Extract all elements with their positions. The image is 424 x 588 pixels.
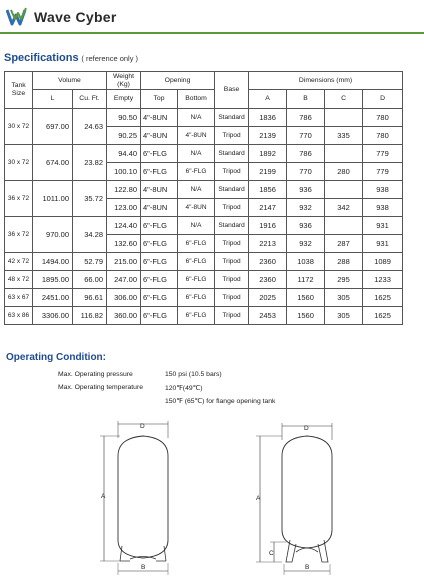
standard-base xyxy=(120,546,166,561)
cell-dim-c: 342 xyxy=(325,199,363,217)
cell-base: Tripod xyxy=(215,235,249,253)
cell-opening-bottom: 6"-FLG xyxy=(178,271,215,289)
tank-body xyxy=(282,436,332,548)
cell-tank-size: 36 x 72 xyxy=(5,181,33,217)
max-pressure-label: Max. Operating pressure xyxy=(58,371,133,378)
tripod-tank-diagram xyxy=(252,420,372,585)
wave-logo-icon xyxy=(6,7,30,27)
cell-opening-top: 6"-FLG xyxy=(141,307,178,325)
cell-dim-c: 288 xyxy=(325,253,363,271)
max-temperature-label: Max. Operating temperature xyxy=(58,384,144,391)
cell-dim-d: 780 xyxy=(363,109,403,127)
cell-weight: 94.40 xyxy=(107,145,141,163)
cell-volume-l: 697.00 xyxy=(33,109,73,145)
cell-opening-bottom: N/A xyxy=(178,145,215,163)
cell-tank-size: 36 x 72 xyxy=(5,217,33,253)
cell-volume-l: 3306.00 xyxy=(33,307,73,325)
cell-dim-b: 932 xyxy=(287,199,325,217)
header-dim-c: C xyxy=(325,90,363,109)
brand-name: Wave Cyber xyxy=(34,9,117,25)
cell-opening-top: 6"-FLG xyxy=(141,217,178,235)
cell-weight: 247.00 xyxy=(107,271,141,289)
cell-opening-bottom: 4"-8UN xyxy=(178,127,215,145)
cell-volume-cuft: 116.82 xyxy=(73,307,107,325)
header-dimensions: Dimensions (mm) xyxy=(249,72,403,90)
cell-base: Tripod xyxy=(215,127,249,145)
cell-tank-size: 30 x 72 xyxy=(5,109,33,145)
dim-c-label: C xyxy=(269,550,274,557)
cell-weight: 132.60 xyxy=(107,235,141,253)
cell-dim-a: 1916 xyxy=(249,217,287,235)
cell-dim-d: 931 xyxy=(363,235,403,253)
cell-weight: 306.00 xyxy=(107,289,141,307)
cell-dim-a: 2025 xyxy=(249,289,287,307)
header-volume-l: L xyxy=(33,90,73,109)
cell-dim-b: 770 xyxy=(287,127,325,145)
cell-dim-a: 1892 xyxy=(249,145,287,163)
cell-volume-cuft: 23.82 xyxy=(73,145,107,181)
cell-dim-d: 779 xyxy=(363,145,403,163)
cell-dim-d: 1233 xyxy=(363,271,403,289)
cell-volume-l: 970.00 xyxy=(33,217,73,253)
cell-opening-bottom: 4"-8UN xyxy=(178,199,215,217)
cell-dim-d: 1089 xyxy=(363,253,403,271)
cell-dim-a: 2213 xyxy=(249,235,287,253)
cell-base: Tripod xyxy=(215,289,249,307)
cell-volume-cuft: 24.63 xyxy=(73,109,107,145)
cell-tank-size: 42 x 72 xyxy=(5,253,33,271)
cell-dim-a: 1856 xyxy=(249,181,287,199)
table-row xyxy=(5,181,403,199)
operating-condition-title: Operating Condition: xyxy=(6,352,106,363)
cell-opening-top: 6"-FLG xyxy=(141,235,178,253)
specifications-heading: Specifications xyxy=(4,52,79,64)
header-tank-size: Tank Size xyxy=(5,72,33,109)
tripod-base xyxy=(286,540,328,562)
dim-b-label: B xyxy=(305,564,310,571)
cell-tank-size: 63 x 67 xyxy=(5,289,33,307)
cell-dim-b: 932 xyxy=(287,235,325,253)
cell-dim-b: 1038 xyxy=(287,253,325,271)
dim-d-label: D xyxy=(140,423,145,430)
cell-volume-l: 2451.00 xyxy=(33,289,73,307)
cell-opening-top: 4"-8UN xyxy=(141,127,178,145)
cell-tank-size: 30 x 72 xyxy=(5,145,33,181)
cell-dim-b: 936 xyxy=(287,217,325,235)
header-opening-top: Top xyxy=(141,90,178,109)
header-divider xyxy=(0,32,424,34)
cell-volume-cuft: 35.72 xyxy=(73,181,107,217)
flange-temperature-note: 150℉ (65℃) for flange opening tank xyxy=(165,398,276,405)
dim-a-label: A xyxy=(101,493,106,500)
header-weight: Weight (Kg) xyxy=(107,72,141,90)
cell-dim-b: 1560 xyxy=(287,307,325,325)
cell-dim-b: 770 xyxy=(287,163,325,181)
cell-opening-top: 6"-FLG xyxy=(141,271,178,289)
header-volume-cuft: Cu. Ft. xyxy=(73,90,107,109)
header-dim-a: A xyxy=(249,90,287,109)
cell-base: Standard xyxy=(215,181,249,199)
cell-volume-l: 674.00 xyxy=(33,145,73,181)
specifications-table xyxy=(4,71,403,325)
cell-opening-top: 4"-8UN xyxy=(141,181,178,199)
cell-weight: 215.00 xyxy=(107,253,141,271)
header-weight-empty: Empty xyxy=(107,90,141,109)
cell-base: Tripod xyxy=(215,307,249,325)
cell-base: Tripod xyxy=(215,199,249,217)
header-dim-b: B xyxy=(287,90,325,109)
cell-base: Standard xyxy=(215,217,249,235)
cell-base: Tripod xyxy=(215,271,249,289)
cell-weight: 124.40 xyxy=(107,217,141,235)
cell-dim-a: 2139 xyxy=(249,127,287,145)
cell-opening-bottom: 6"-FLG xyxy=(178,307,215,325)
cell-dim-a: 2360 xyxy=(249,253,287,271)
cell-volume-cuft: 66.00 xyxy=(73,271,107,289)
cell-opening-bottom: N/A xyxy=(178,217,215,235)
cell-tank-size: 63 x 86 xyxy=(5,307,33,325)
cell-weight: 90.25 xyxy=(107,127,141,145)
dim-d-label: D xyxy=(304,425,309,432)
cell-opening-top: 6"-FLG xyxy=(141,289,178,307)
table-row xyxy=(5,289,403,307)
cell-dim-b: 786 xyxy=(287,145,325,163)
cell-base: Tripod xyxy=(215,253,249,271)
cell-volume-l: 1011.00 xyxy=(33,181,73,217)
cell-opening-bottom: 6"-FLG xyxy=(178,163,215,181)
cell-dim-c: 305 xyxy=(325,307,363,325)
cell-opening-top: 4"-8UN xyxy=(141,109,178,127)
cell-base: Tripod xyxy=(215,163,249,181)
cell-dim-c xyxy=(325,181,363,199)
cell-dim-c xyxy=(325,109,363,127)
cell-weight: 123.00 xyxy=(107,199,141,217)
cell-dim-b: 786 xyxy=(287,109,325,127)
dim-b-label: B xyxy=(141,564,146,571)
table-row xyxy=(5,253,403,271)
cell-dim-c: 287 xyxy=(325,235,363,253)
cell-dim-d: 938 xyxy=(363,199,403,217)
cell-dim-a: 2199 xyxy=(249,163,287,181)
cell-opening-top: 4"-8UN xyxy=(141,199,178,217)
cell-base: Standard xyxy=(215,109,249,127)
cell-opening-top: 6"-FLG xyxy=(141,163,178,181)
cell-dim-b: 1560 xyxy=(287,289,325,307)
cell-dim-a: 1836 xyxy=(249,109,287,127)
cell-volume-cuft: 52.79 xyxy=(73,253,107,271)
brand-logo xyxy=(6,6,117,28)
reference-note: ( reference only ) xyxy=(81,54,139,63)
cell-weight: 100.10 xyxy=(107,163,141,181)
cell-dim-b: 936 xyxy=(287,181,325,199)
cell-dim-b: 1172 xyxy=(287,271,325,289)
cell-volume-l: 1494.00 xyxy=(33,253,73,271)
cell-dim-a: 2360 xyxy=(249,271,287,289)
cell-weight: 122.80 xyxy=(107,181,141,199)
header-opening-bottom: Bottom xyxy=(178,90,215,109)
cell-dim-d: 780 xyxy=(363,127,403,145)
cell-dim-d: 931 xyxy=(363,217,403,235)
tank-body xyxy=(118,436,168,558)
cell-opening-bottom: 6"-FLG xyxy=(178,253,215,271)
header-dim-d: D xyxy=(363,90,403,109)
cell-opening-bottom: 6"-FLG xyxy=(178,235,215,253)
cell-dim-d: 1625 xyxy=(363,289,403,307)
cell-volume-cuft: 34.28 xyxy=(73,217,107,253)
table-row xyxy=(5,145,403,163)
table-row xyxy=(5,307,403,325)
dim-a-label: A xyxy=(256,495,261,502)
cell-weight: 360.00 xyxy=(107,307,141,325)
cell-volume-cuft: 96.61 xyxy=(73,289,107,307)
max-pressure-value: 150 psi (10.5 bars) xyxy=(165,371,222,378)
cell-dim-c xyxy=(325,145,363,163)
table-row xyxy=(5,217,403,235)
header-volume: Volume xyxy=(33,72,107,90)
cell-dim-c: 280 xyxy=(325,163,363,181)
cell-dim-d: 1625 xyxy=(363,307,403,325)
standard-tank-diagram xyxy=(90,418,210,583)
specifications-title xyxy=(4,52,138,64)
cell-dim-a: 2453 xyxy=(249,307,287,325)
cell-opening-bottom: N/A xyxy=(178,109,215,127)
cell-dim-c: 335 xyxy=(325,127,363,145)
header-base: Base xyxy=(215,72,249,109)
cell-weight: 90.50 xyxy=(107,109,141,127)
cell-dim-c: 295 xyxy=(325,271,363,289)
max-temperature-value: 120℉(49℃) xyxy=(165,385,203,392)
cell-dim-c xyxy=(325,217,363,235)
table-row xyxy=(5,271,403,289)
cell-opening-top: 6"-FLG xyxy=(141,145,178,163)
cell-dim-d: 938 xyxy=(363,181,403,199)
cell-tank-size: 48 x 72 xyxy=(5,271,33,289)
cell-base: Standard xyxy=(215,145,249,163)
cell-dim-a: 2147 xyxy=(249,199,287,217)
cell-opening-bottom: 6"-FLG xyxy=(178,289,215,307)
cell-dim-c: 305 xyxy=(325,289,363,307)
cell-opening-bottom: N/A xyxy=(178,181,215,199)
cell-volume-l: 1895.00 xyxy=(33,271,73,289)
table-row xyxy=(5,109,403,127)
header-opening: Opening xyxy=(141,72,215,90)
cell-dim-d: 779 xyxy=(363,163,403,181)
cell-opening-top: 6"-FLG xyxy=(141,253,178,271)
